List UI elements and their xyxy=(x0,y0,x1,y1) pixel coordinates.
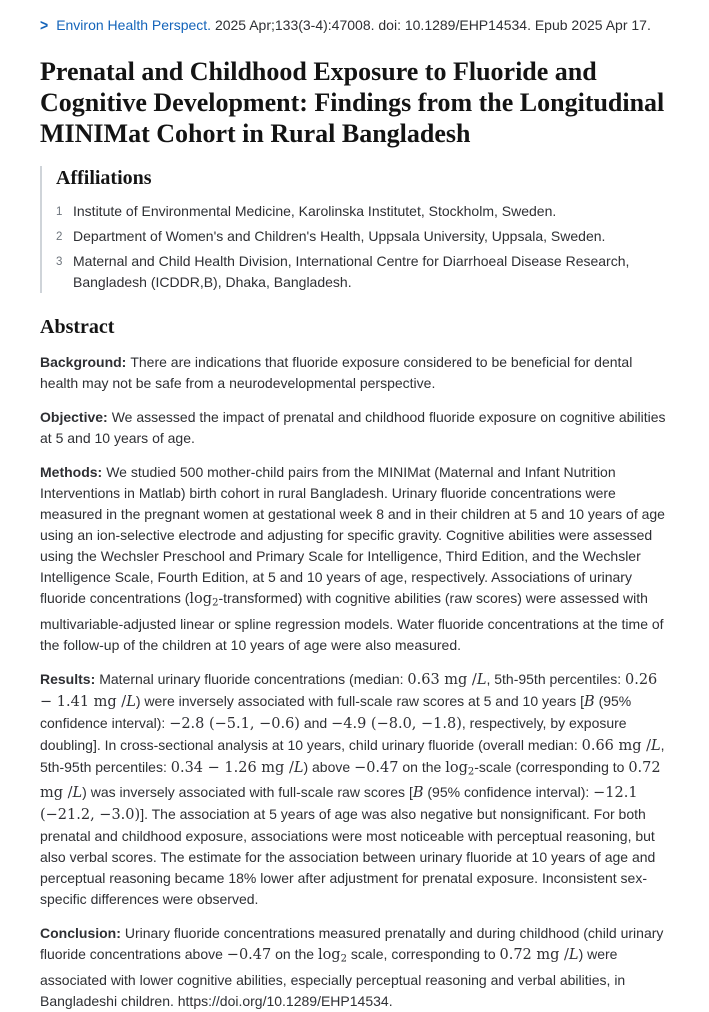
text-segment: We studied 500 mother-child pairs from the MINIMat (Maternal and Infant Nutrition Interventions in Matlab) birth cohort in rural Bangladesh. Urinary fluoride concentrations were measured in the pregnant women at gestational week 8 and in their children at 5 and 10 years of age using an ion-selective electrode and adjusting for specific gravity. Cognitive abilities were assessed using the Wechsler Preschool and Primary Scale for Intelligence, Third Edition, and the Wechsler Intelligence Scale, Fourth Edition, at 5 and 10 years of age, respectively. Associations of urinary fluoride concentrations ( xyxy=(40,464,665,606)
text-segment: We assessed the impact of prenatal and childhood fluoride exposure on cognitive abilities at 5 and 10 years of age. xyxy=(40,409,666,446)
text-segment: −4.9 (−8.0, −1.8) xyxy=(331,715,462,732)
text-segment: Urinary fluoride concentrations measured prenatally and during childhood (child urinary fluoride concentrations above xyxy=(40,925,664,962)
text-segment: Maternal urinary fluoride concentrations (median: xyxy=(99,670,408,687)
abstract-paragraph-background xyxy=(40,352,669,394)
chevron-right-icon[interactable]: > xyxy=(40,16,49,34)
paragraph-label: Background: xyxy=(40,354,127,370)
text-segment: 2 xyxy=(340,953,347,965)
affiliation-text: Maternal and Child Health Division, International Centre for Diarrhoeal Disease Research, Bangladesh (ICDDR,B), Dhaka, Bangladesh. xyxy=(73,253,630,290)
text-segment: L xyxy=(72,785,83,801)
paragraph-text xyxy=(40,464,665,653)
article-title: Prenatal and Childhood Exposure to Fluoride and Cognitive Development: Findings from the Longitudinal MINIMat Cohort in Rural Bangladesh xyxy=(40,57,665,148)
journal-link[interactable]: Environ Health Perspect. xyxy=(56,17,212,33)
text-segment: , 5th-95th percentiles: xyxy=(40,736,665,775)
text-segment: 0.63 mg / xyxy=(407,671,477,688)
paragraph-text xyxy=(40,671,665,908)
affiliations-section xyxy=(40,166,669,293)
text-segment: B xyxy=(584,693,595,710)
text-segment: , respectively, by exposure doubling]. In cross-sectional analysis at 10 years, child urinary fluoride (overall median: xyxy=(40,714,627,753)
text-segment: 2 xyxy=(212,597,219,609)
abstract-section xyxy=(40,315,669,1012)
abstract-heading: Abstract xyxy=(40,316,115,338)
text-segment: log xyxy=(317,947,341,963)
paragraph-text xyxy=(40,354,632,391)
text-segment: −12.1 (−21.2, −3.0) xyxy=(40,785,638,823)
text-segment: 0.72 mg / xyxy=(40,759,661,801)
text-segment: 0.34 − 1.26 mg / xyxy=(170,759,294,776)
abstract-paragraph-methods xyxy=(40,462,669,656)
text-segment: L xyxy=(126,693,136,710)
text-segment: −0.47 xyxy=(226,947,272,963)
text-segment: , 5th-95th percentiles: xyxy=(486,670,625,687)
text-segment: L xyxy=(293,759,304,776)
paragraph-label: Objective: xyxy=(40,409,108,425)
list-item xyxy=(56,251,669,293)
list-item xyxy=(56,226,669,248)
text-segment: −0.47 xyxy=(354,759,399,776)
text-segment: B xyxy=(412,785,424,801)
affiliations-list xyxy=(56,201,669,293)
abstract-paragraph-results xyxy=(40,669,669,911)
text-segment: (95% confidence interval): xyxy=(40,692,632,731)
text-segment: L xyxy=(476,671,487,688)
text-segment: 0.72 mg / xyxy=(499,947,569,963)
affiliation-number: 3 xyxy=(56,256,63,268)
text-segment: ) were inversely associated with full-scale raw scores at 5 and 10 years [ xyxy=(135,692,585,709)
text-segment: -transformed) with cognitive abilities (raw scores) were assessed with multivariable-adjusted linear or spline regression models. Water fluoride concentrations at the time of the follow-up of the children at 10 years of age were also measured. xyxy=(40,590,664,653)
paragraph-label: Methods: xyxy=(40,464,103,480)
text-segment: -scale (corresponding to xyxy=(474,758,629,775)
text-segment: log xyxy=(445,759,468,776)
text-segment: log xyxy=(189,591,213,607)
affiliation-number: 2 xyxy=(56,231,63,243)
text-segment: on the xyxy=(271,946,318,962)
paragraph-text xyxy=(40,409,666,446)
text-segment: −2.8 (−5.1, −0.6) xyxy=(169,715,300,732)
text-segment: ) were associated with lower cognitive abilities, especially perceptual reasoning and verbal abilities, in Bangladeshi children. https://doi.org/10.1289/EHP14534. xyxy=(40,946,626,1009)
affiliation-text: Institute of Environmental Medicine, Karolinska Institutet, Stockholm, Sweden. xyxy=(73,203,557,219)
text-segment: ]. The association at 5 years of age was also negative but nonsignificant. For both prenatal and childhood exposure, associations were most noticeable with perceptual reasoning, but also verbal scores. The estimate for the association between urinary fluoride at 10 years of age and perceptual reasoning became 18% lower after adjustment for prenatal exposure. Inconsistent sex-specific differences were observed. xyxy=(40,806,656,907)
list-item xyxy=(56,201,669,223)
abstract-paragraph-conclusion xyxy=(40,923,669,1012)
text-segment: 0.26 − 1.41 mg / xyxy=(40,671,658,710)
text-segment: and xyxy=(299,714,332,731)
text-segment: 2 xyxy=(467,766,475,777)
journal-citation xyxy=(40,15,669,35)
paragraph-label: Conclusion: xyxy=(40,925,121,941)
paragraph-label: Results: xyxy=(40,670,96,687)
text-segment: (95% confidence interval): xyxy=(423,784,594,800)
paragraph-text xyxy=(40,925,663,1009)
affiliations-heading: Affiliations xyxy=(56,167,152,189)
affiliation-number: 1 xyxy=(56,206,63,218)
citation-details: 2025 Apr;133(3-4):47008. doi: 10.1289/EHP14534. Epub 2025 Apr 17. xyxy=(214,17,651,33)
affiliation-text: Department of Women's and Children's Health, Uppsala University, Uppsala, Sweden. xyxy=(73,228,606,244)
text-segment: 0.66 mg / xyxy=(581,737,652,754)
text-segment: scale, corresponding to xyxy=(346,946,500,962)
text-segment: L xyxy=(651,737,661,754)
text-segment: on the xyxy=(398,758,446,775)
text-segment: There are indications that fluoride exposure considered to be beneficial for dental health may not be safe from a neurodevelopmental perspective. xyxy=(40,354,633,391)
text-segment: ) was inversely associated with full-scale raw scores [ xyxy=(82,784,413,800)
abstract-paragraph-objective xyxy=(40,407,669,449)
text-segment: ) above xyxy=(303,758,355,775)
text-segment: L xyxy=(568,947,579,963)
